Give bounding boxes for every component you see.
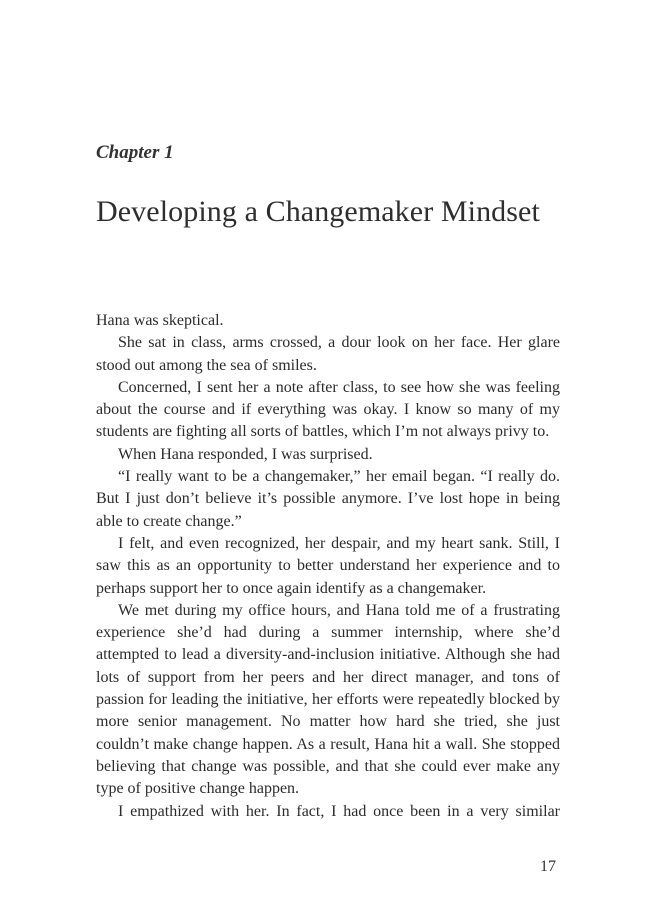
paragraph: I empathized with her. In fact, I had once been in a very similar: [118, 802, 560, 820]
paragraph: She sat in class, arms crossed, a dour look on her face. Her glare stood out among the sea of smiles.: [96, 334, 560, 374]
paragraph: I felt, and even recognized, her despair, and my heart sank. Still, I saw this as an opportunity to better understand her experience and to perhaps support her to once again identify as a changemaker.: [96, 534, 560, 597]
paragraph: We met during my office hours, and Hana told me of a frustrating experience she’d had during a summer internship, where she’d attempted to lead a diversity-and-inclusion initiative. Although she had lots of support from her peers and her direct manager, and tons of passion for leading the initiative, her efforts were repeatedly blocked by more senior management. No matter how hard she tried, she just couldn’t make change happen. As a result, Hana hit a wall. She stopped believing that change was possible, and that she could ever make any type of positive change happen.: [96, 601, 560, 798]
page-number: 17: [540, 858, 556, 875]
chapter-title: Developing a Changemaker Mindset: [96, 195, 540, 228]
chapter-body: [96, 310, 560, 823]
chapter-label: Chapter 1: [96, 142, 174, 163]
paragraph: Concerned, I sent her a note after class, to see how she was feeling about the course and if everything was okay. I know so many of my students are fighting all sorts of battles, which I’m not always privy to.: [96, 378, 560, 441]
paragraph: Hana was skeptical.: [96, 312, 224, 329]
paragraph: “I really want to be a changemaker,” her email began. “I really do. But I just don’t believe it’s possible anymore. I’ve lost hope in being able to create change.”: [96, 468, 560, 530]
paragraph: When Hana responded, I was surprised.: [118, 445, 373, 463]
